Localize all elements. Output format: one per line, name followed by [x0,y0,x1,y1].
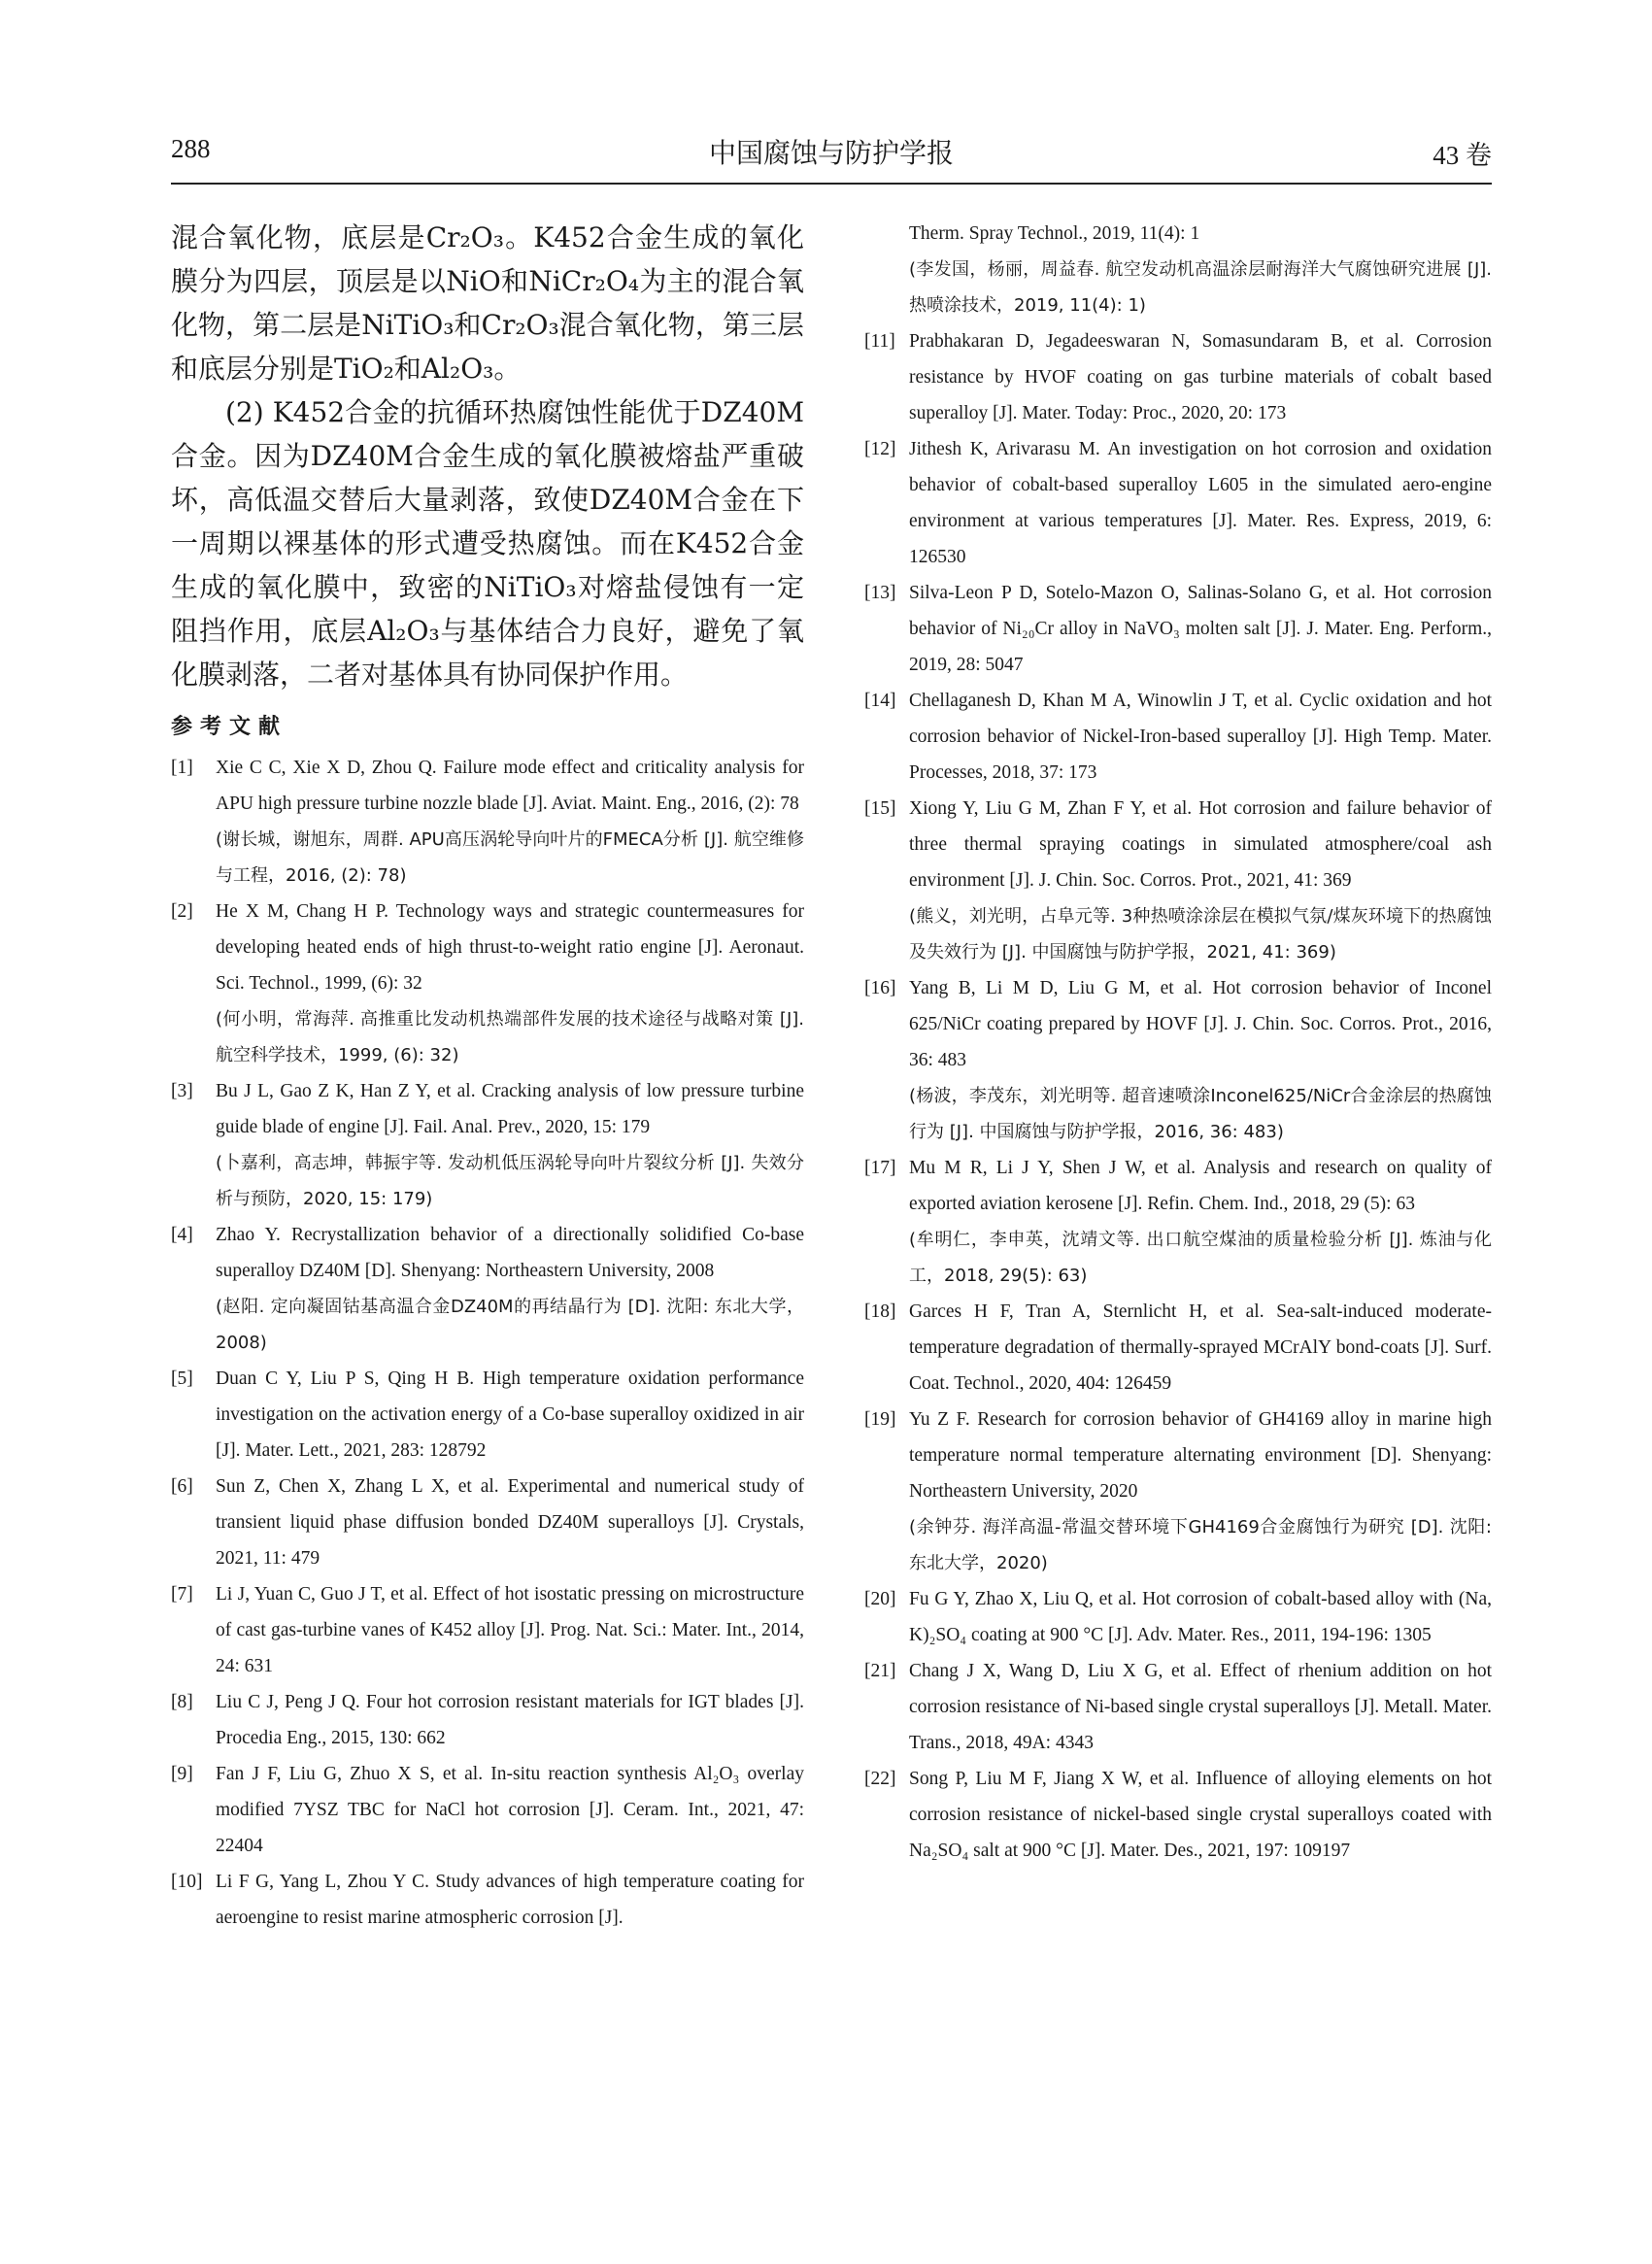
reference-number: [1] [171,758,193,778]
reference-text-en: Fan J F, Liu G, Zhuo X S, et al. In-situ reaction synthesis Al₂O₃ overlay modified 7YSZ TBC for NaCl hot corrosion [J]. Ceram. Int., 2021, 47: 22404 [216,1764,804,1856]
reference-text-en: Chang J X, Wang D, Liu X G, et al. Effect of rhenium addition on hot corrosion resistance of Ni-based single crystal superalloys [J]. Metall. Mater. Trans., 2018, 49A: 4343 [909,1661,1492,1753]
left-column [171,216,804,1936]
references-heading: 参考文献 [171,715,288,739]
reference-text-zh: (牟明仁，李申英，沈靖文等. 出口航空煤油的质量检验分析 [J]. 炼油与化工，2018, 29(5): 63) [909,1230,1492,1286]
reference-number: [13] [864,583,896,603]
reference-text-en: Prabhakaran D, Jegadeeswaran N, Somasundaram B, et al. Corrosion resistance by HVOF coating on gas turbine materials of cobalt based superalloy [J]. Mater. Today: Proc., 2020, 20: 173 [909,331,1492,423]
reference-number: [14] [864,691,896,711]
reference-number: [18] [864,1301,896,1322]
reference-text-zh: (余钟芬. 海洋高温-常温交替环境下GH4169合金腐蚀行为研究 [D]. 沈阳: 东北大学，2020) [909,1517,1492,1573]
reference-item-16 [864,970,1492,1150]
right-column [864,216,1492,1869]
reference-number: [20] [864,1589,896,1609]
header-rule [171,183,1492,185]
reference-item-11 [864,323,1492,431]
reference-text-en: Bu J L, Gao Z K, Han Z Y, et al. Cracking analysis of low pressure turbine guide blade of engine [J]. Fail. Anal. Prev., 2020, 15: 179 [216,1081,804,1137]
reference-item-1 [171,750,804,894]
reference-item-10-continuation [864,216,1492,323]
reference-number: [2] [171,901,193,922]
reference-text-zh: (李发国，杨丽，周益春. 航空发动机高温涂层耐海洋大气腐蚀研究进展 [J]. 热喷涂技术，2019, 11(4): 1) [909,259,1492,316]
reference-item-3 [171,1073,804,1217]
reference-number: [8] [171,1692,193,1712]
reference-item-8 [171,1684,804,1756]
reference-list-left [171,750,804,1936]
reference-number: [3] [171,1081,193,1101]
reference-item-13 [864,575,1492,683]
reference-item-12 [864,431,1492,575]
body-paragraph-2: (2) K452合金的抗循环热腐蚀性能优于DZ40M合金。因为DZ40M合金生成的氧化膜被熔盐严重破坏，高低温交替后大量剥落，致使DZ40M合金在下一周期以裸基体的形式遭受热腐蚀。而在K452合金生成的氧化膜中，致密的NiTiO₃对熔盐侵蚀有一定阻挡作用，底层Al₂O₃与基体结合力良好，避免了氧化膜剥落，二者对基体具有协同保护作用。 [171,396,804,691]
reference-item-6 [171,1469,804,1576]
reference-item-7 [171,1576,804,1684]
reference-item-14 [864,683,1492,791]
body-paragraph-1: 混合氧化物，底层是Cr₂O₃。K452合金生成的氧化膜分为四层，顶层是以NiO和NiCr₂O₄为主的混合氧化物，第二层是NiTiO₃和Cr₂O₃混合氧化物，第三层和底层分别是TiO₂和Al₂O₃。 [171,221,804,385]
reference-text-en: Fu G Y, Zhao X, Liu Q, et al. Hot corrosion of cobalt-based alloy with (Na, K)₂SO₄ coating at 900 °C [J]. Adv. Mater. Res., 2011, 194-196: 1305 [909,1589,1492,1645]
reference-number: [22] [864,1769,896,1789]
reference-text-zh: (熊义，刘光明，占阜元等. 3种热喷涂涂层在模拟气氛/煤灰环境下的热腐蚀及失效行为 [J]. 中国腐蚀与防护学报，2021, 41: 369) [909,906,1492,963]
reference-text-en: Duan C Y, Liu P S, Qing H B. High temperature oxidation performance investigation on the activation energy of a Co-base superalloy oxidized in air [J]. Mater. Lett., 2021, 283: 128792 [216,1369,804,1461]
reference-number: [17] [864,1158,896,1178]
reference-number: [19] [864,1409,896,1430]
reference-text-en: Yu Z F. Research for corrosion behavior of GH4169 alloy in marine high temperature normal temperature alternating environment [D]. Shenyang: Northeastern University, 2020 [909,1409,1492,1502]
page-number: 288 [171,134,211,163]
reference-number: [16] [864,978,896,998]
reference-item-21 [864,1653,1492,1761]
reference-text-zh: (谢长城，谢旭东，周群. APU高压涡轮导向叶片的FMECA分析 [J]. 航空维修与工程，2016, (2): 78) [216,829,804,886]
reference-number: [15] [864,798,896,819]
reference-text-en: Li F G, Yang L, Zhou Y C. Study advances of high temperature coating for aeroengine to resist marine atmospheric corrosion [J]. [216,1872,804,1928]
reference-item-5 [171,1361,804,1469]
reference-text-en: Zhao Y. Recrystallization behavior of a directionally solidified Co-base superalloy DZ40M [D]. Shenyang: Northeastern University, 2008 [216,1225,804,1281]
reference-number: [4] [171,1225,193,1245]
page-header [171,134,1492,181]
reference-item-15 [864,791,1492,970]
reference-item-18 [864,1294,1492,1402]
reference-number: [21] [864,1661,896,1681]
reference-text-zh: (何小明，常海萍. 高推重比发动机热端部件发展的技术途径与战略对策 [J]. 航空科学技术，1999, (6): 32) [216,1009,804,1065]
reference-number: [10] [171,1872,203,1892]
reference-text-en: Chellaganesh D, Khan M A, Winowlin J T, et al. Cyclic oxidation and hot corrosion behavior of Nickel-Iron-based superalloy [J]. High Temp. Mater. Processes, 2018, 37: 173 [909,691,1492,783]
reference-text-en: Therm. Spray Technol., 2019, 11(4): 1 [909,223,1200,244]
reference-item-17 [864,1150,1492,1294]
reference-number: [6] [171,1476,193,1497]
reference-text-zh: (卜嘉利，高志坤，韩振宇等. 发动机低压涡轮导向叶片裂纹分析 [J]. 失效分析与预防，2020, 15: 179) [216,1153,804,1209]
journal-title: 中国腐蚀与防护学报 [708,137,954,169]
reference-number: [11] [864,331,895,352]
volume-label: 43 卷 [1433,141,1492,170]
reference-text-en: Garces H F, Tran A, Sternlicht H, et al. Sea-salt-induced moderate-temperature degradation of thermally-sprayed MCrAlY bond-coats [J]. Surf. Coat. Technol., 2020, 404: 126459 [909,1301,1492,1394]
reference-text-en: Sun Z, Chen X, Zhang L X, et al. Experimental and numerical study of transient liquid phase diffusion bonded DZ40M superalloys [J]. Crystals, 2021, 11: 479 [216,1476,804,1569]
reference-text-zh: (赵阳. 定向凝固钴基高温合金DZ40M的再结晶行为 [D]. 沈阳: 东北大学，2008) [216,1297,804,1353]
reference-list-right [864,323,1492,1869]
reference-item-4 [171,1217,804,1361]
reference-item-2 [171,894,804,1073]
reference-text-en: Song P, Liu M F, Jiang X W, et al. Influence of alloying elements on hot corrosion resistance of nickel-based single crystal superalloys coated with Na₂SO₄ salt at 900 °C [J]. Mater. Des., 2021, 197: 109197 [909,1769,1492,1861]
reference-text-en: Xie C C, Xie X D, Zhou Q. Failure mode effect and criticality analysis for APU high pressure turbine nozzle blade [J]. Aviat. Maint. Eng., 2016, (2): 78 [216,758,804,814]
reference-text-en: Jithesh K, Arivarasu M. An investigation on hot corrosion and oxidation behavior of cobalt-based superalloy L605 in the simulated aero-engine environment at various temperatures [J]. Mater. Res. Express, 2019, 6: 126530 [909,439,1492,567]
reference-number: [5] [171,1369,193,1389]
reference-number: [7] [171,1584,193,1605]
reference-text-zh: (杨波，李茂东，刘光明等. 超音速喷涂Inconel625/NiCr合金涂层的热腐蚀行为 [J]. 中国腐蚀与防护学报，2016, 36: 483) [909,1086,1492,1142]
reference-text-en: Liu C J, Peng J Q. Four hot corrosion resistant materials for IGT blades [J]. Procedia Eng., 2015, 130: 662 [216,1692,804,1748]
reference-text-en: Mu M R, Li J Y, Shen J W, et al. Analysis and research on quality of exported aviation kerosene [J]. Refin. Chem. Ind., 2018, 29 (5): 63 [909,1158,1492,1214]
reference-item-20 [864,1581,1492,1653]
reference-text-en: Li J, Yuan C, Guo J T, et al. Effect of hot isostatic pressing on microstructure of cast gas-turbine vanes of K452 alloy [J]. Prog. Nat. Sci.: Mater. Int., 2014, 24: 631 [216,1584,804,1676]
reference-number: [9] [171,1764,193,1784]
reference-text-en: He X M, Chang H P. Technology ways and strategic countermeasures for developing heated ends of high thrust-to-weight ratio engine [J]. Aeronaut. Sci. Technol., 1999, (6): 32 [216,901,804,994]
reference-number: [12] [864,439,896,459]
reference-item-9 [171,1756,804,1864]
reference-text-en: Silva-Leon P D, Sotelo-Mazon O, Salinas-Solano G, et al. Hot corrosion behavior of Ni₂₀Cr alloy in NaVO₃ molten salt [J]. J. Mater. Eng. Perform., 2019, 28: 5047 [909,583,1492,675]
reference-text-en: Yang B, Li M D, Liu G M, et al. Hot corrosion behavior of Inconel 625/NiCr coating prepared by HOVF [J]. J. Chin. Soc. Corros. Prot., 2016, 36: 483 [909,978,1492,1070]
reference-item-19 [864,1402,1492,1581]
reference-item-22 [864,1761,1492,1869]
reference-text-en: Xiong Y, Liu G M, Zhan F Y, et al. Hot corrosion and failure behavior of three thermal spraying coatings in simulated atmosphere/coal ash environment [J]. J. Chin. Soc. Corros. Prot., 2021, 41: 369 [909,798,1492,891]
reference-item-10 [171,1864,804,1936]
